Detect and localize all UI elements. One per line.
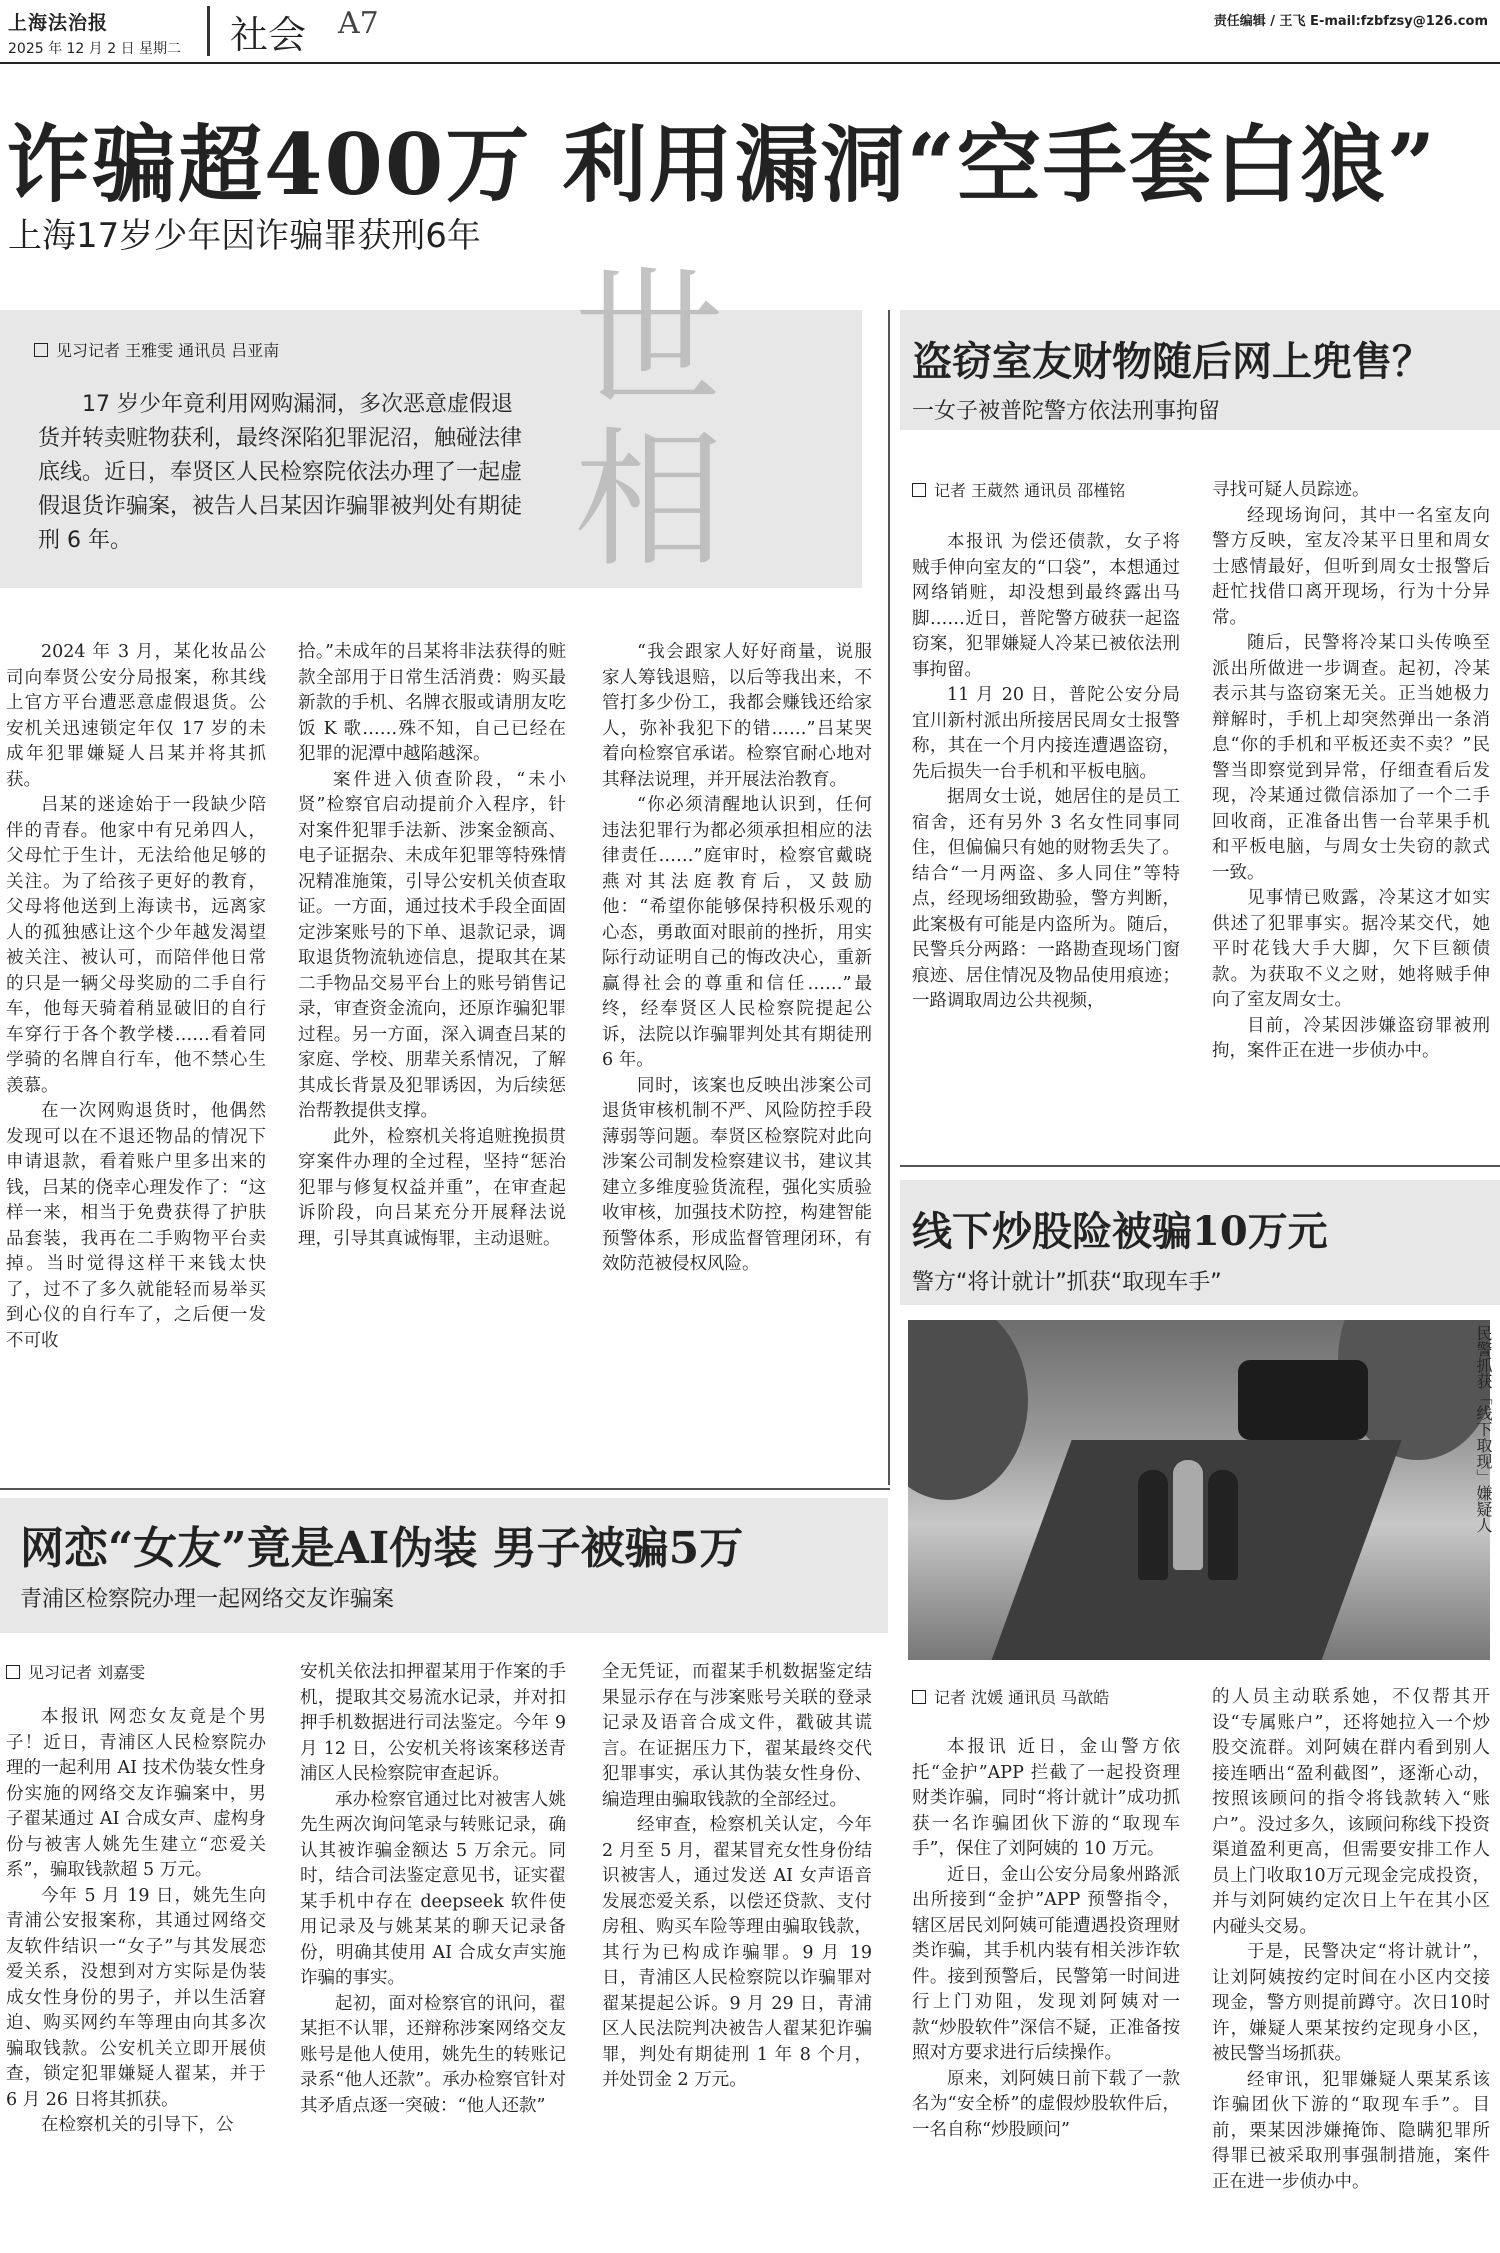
editor-line: 责任编辑 / 王飞 E-mail:fzbfzsy@126.com	[1213, 14, 1488, 29]
paragraph: 的人员主动联系她，不仅帮其开设“专属账户”，还将她拉入一个炒股交流群。刘阿姨在群内看到别人接连晒出“盈利截图”，逐渐心动，按照该顾问的指令将钱款转入“账户”。没过多久，该顾问称线下投资渠道盈利更高，但需要安排工作人员上门收取10万元现金完成投资，并与刘阿姨约定次日上午在其小区内碰头交易。	[1212, 1687, 1490, 1937]
section-watermark: 世相	[548, 260, 722, 580]
paragraph: 案件进入侦查阶段，“未小贤”检察官启动提前介入程序，针对案件犯罪手法新、涉案金额高、电子证据杂、未成年犯罪等特殊情况精准施策，引导公安机关侦查取证。一方面，通过技术手段全面固定涉案账号的下单、退款记录，调取退货物流轨迹信息，提取其在某二手物品交易平台上的账号销售记录，审查资金流向，还原诈骗犯罪过程。另一方面，深入调查吕某的家庭、学校、朋辈关系情况，了解其成长背景及犯罪诱因，为后续惩治帮教提供支撑。	[298, 769, 566, 1121]
story2-headline: 盗窃室友财物随后网上兜售？	[912, 338, 1432, 385]
masthead	[0, 0, 1500, 64]
main-column-2	[298, 640, 566, 1252]
paragraph: 承办检察官通过比对被害人姚先生两次询问笔录与转账记录，确认其被诈骗金额达 5 万余元。同时，结合司法鉴定意见书，证实翟某手机中存在 deepseek 软件使用记录及与姚某某的聊天记录备份，明确其使用 AI 合成女声实施诈骗的事实。	[300, 1789, 566, 1988]
header-divider	[207, 6, 210, 56]
story4-subheadline: 青浦区检察院办理一起网络交友诈骗案	[20, 1587, 395, 1612]
issue-date: 2025 年 12 月 2 日 星期二	[8, 41, 182, 57]
photo-person	[1208, 1470, 1238, 1580]
story3-column-1	[912, 1735, 1180, 2143]
story3-byline	[912, 1685, 1109, 1708]
paragraph: 2024 年 3 月，某化妆品公司向奉贤公安分局报案，称其线上官方平台遭恶意虚假退货。公安机关迅速锁定年仅 17 岁的未成年犯罪嫌疑人吕某并将其抓获。	[6, 642, 266, 790]
paragraph: 本报讯 近日，金山警方依托“金护”APP 拦截了一起投资理财类诈骗，同时“将计就计”成功抓获一名诈骗团伙下游的“取现车手”，保住了刘阿姨的 10 万元。	[912, 1737, 1180, 1859]
paragraph: 经审讯，犯罪嫌疑人栗某系该诈骗团伙下游的“取现车手”。目前，栗某因涉嫌掩饰、隐瞒犯罪所得罪已被采取刑事强制措施，案件正在进一步侦办中。	[1212, 2069, 1490, 2192]
story-divider	[0, 1488, 890, 1490]
paragraph: 全无凭证，而翟某手机数据鉴定结果显示存在与涉案账号关联的登录记录及语音合成文件，戳破其谎言。在证据压力下，翟某最终交代犯罪事实，承认其伪装女性身份、编造理由骗取钱款的全部经过。	[602, 1662, 872, 1810]
paragraph: 在检察机关的引导下，公	[41, 2115, 234, 2135]
page-number: A7	[338, 6, 379, 41]
paragraph: 目前，冷某因涉嫌盗窃罪被刑拘，案件正在进一步侦办中。	[1212, 1015, 1490, 1061]
byline-box-icon	[912, 1690, 926, 1704]
story2-column-2	[1212, 478, 1490, 1065]
main-byline	[34, 338, 279, 361]
main-column-3	[602, 640, 872, 1278]
paragraph: 拾。”未成年的吕某将非法获得的赃款全部用于日常生活消费：购买最新款的手机、名牌衣服或请朋友吃饭 K 歌……殊不知，自己已经在犯罪的泥潭中越陷越深。	[298, 642, 566, 764]
story-divider	[900, 1165, 1500, 1167]
story4-headline: 网恋“女友”竟是AI伪装 男子被骗5万	[20, 1523, 744, 1574]
news-photo	[908, 1320, 1490, 1660]
main-byline-text: 见习记者 王雅雯 通讯员 吕亚南	[56, 341, 280, 360]
paragraph: 今年 5 月 19 日，姚先生向青浦公安报案称，其通过网络交友软件结识一“女子”与其发展恋爱关系，没想到对方实际是伪装成女性身份的男子，并以生活窘迫、购买网约车等理由向其多次骗取钱款。公安机关立即开展侦查，锁定犯罪嫌疑人翟某，并于 6 月 26 日将其抓获。	[6, 1885, 266, 2110]
paragraph: “你必须清醒地认识到，任何违法犯罪行为都必须承担相应的法律责任……”庭审时，检察官戴晓燕对其法庭教育后，又鼓励他：“希望你能够保持积极乐观的心态，勇敢面对眼前的挫折，用实际行动证明自己的悔改决心，重新赢得社会的尊重和信任……”最终，经奉贤区人民检察院提起公诉，法院以诈骗罪判处其有期徒刑 6 年。	[602, 795, 872, 1070]
paragraph: 寻找可疑人员踪迹。	[1212, 480, 1370, 500]
section-name: 社会	[230, 13, 307, 57]
column-divider	[888, 310, 890, 1485]
paragraph: 见事情已败露，冷某这才如实供述了犯罪事实。据冷某交代，她平时花钱大手大脚，欠下巨额债款。为获取不义之财，她将贼手伸向了室友周女士。	[1212, 888, 1490, 1010]
paragraph: 安机关依法扣押翟某用于作案的手机，提取其交易流水记录，并对扣押手机数据进行司法鉴定。今年 9 月 12 日，公安机关将该案移送青浦区人民检察院审查起诉。	[300, 1662, 566, 1784]
paragraph: 起初，面对检察官的讯问，翟某拒不认罪，还辩称涉案网络交友账号是他人使用，姚先生的转账记录系“他人还款”。承办检察官针对其矛盾点逐一突破：“他人还款”	[300, 1993, 566, 2116]
paragraph: 近日，金山公安分局象州路派出所接到“金护”APP 预警指令，辖区居民刘阿姨可能遭遇投资理财类诈骗，其手机内装有相关涉诈软件。接到预警后，民警第一时间进行上门劝阻，发现刘阿姨对一款“炒股软件”深信不疑，正准备按照对方要求进行后续操作。	[912, 1864, 1180, 2063]
byline-box-icon	[34, 343, 48, 357]
photo-car	[1238, 1360, 1368, 1440]
main-column-1	[6, 640, 266, 1354]
paragraph: 据周女士说，她居住的是员工宿舍，还有另外 3 名女性同事同住，但偏偏只有她的财物丢失了。结合“一月两盗、多人同住”等特点，经现场细致勘验，警方判断，此案极有可能是内盗所为。随后，民警兵分两路：一路勘查现场门窗痕迹、居住情况及物品使用痕迹；一路调取周边公共视频，	[912, 787, 1180, 1011]
paragraph: 于是，民警决定“将计就计”，让刘阿姨按约定时间在小区内交接现金，警方则提前蹲守。次日10时许，嫌疑人栗某按约定现身小区，被民警当场抓获。	[1212, 1942, 1490, 2064]
paragraph: 此外，检察机关将追赃挽损贯穿案件办理的全过程，坚持“惩治犯罪与修复权益并重”，在审查起诉阶段，向吕某充分开展释法说理，引导其真诚悔罪，主动退赃。	[298, 1126, 566, 1249]
paragraph: 吕某的迷途始于一段缺少陪伴的青春。他家中有兄弟四人，父母忙于生计，无法给他足够的关注。为了给孩子更好的教育，父母将他送到上海读书，远离家人的孤独感让这个少年越发渴望被关注、被认可，而陪伴他日常的只是一辆父母奖励的二手自行车，他每天骑着稍显破旧的自行车穿行于各个教学楼……看着同学骑的名牌自行车，他不禁心生羡慕。	[6, 795, 266, 1096]
story2-column-1	[912, 530, 1180, 1015]
photo-person	[1138, 1470, 1168, 1580]
story4-column-2	[300, 1660, 566, 2119]
paragraph: 随后，民警将冷某口头传唤至派出所做进一步调查。起初，冷某表示其与盗窃案无关。正当她极力辩解时，手机上却突然弹出一条消息“你的手机和平板还卖不卖？”民警当即察觉到异常，仔细查看后发现，冷某通过微信添加了一个二手回收商，正准备出售一台苹果手机和平板电脑，与周女士失窃的款式一致。	[1212, 633, 1490, 883]
paragraph: 11 月 20 日，普陀公安分局宜川新村派出所接居民周女士报警称，其在一个月内接连遭遇盗窃，先后损失一台手机和平板电脑。	[912, 685, 1180, 782]
paragraph: 经现场询问，其中一名室友向警方反映，室友冷某平日里和周女士感情最好，但听到周女士报警后赶忙找借口离开现场，行为十分异常。	[1212, 505, 1490, 628]
paragraph: 本报讯 网恋女友竟是个男子！近日，青浦区人民检察院办理的一起利用 AI 技术伪装女性身份实施的网络交友诈骗案中，男子翟某通过 AI 合成女声、虚构身份与被害人姚先生建立“恋爱关系”，骗取钱款超 5 万元。	[6, 1707, 266, 1880]
header-rule	[0, 62, 1500, 64]
story3-byline-text: 记者 沈媛 通讯员 马歆皓	[934, 1688, 1110, 1707]
story3-subheadline: 警方“将计就计”抓获“取现车手”	[912, 1270, 1222, 1295]
main-headline: 诈骗超400万 利用漏洞“空手套白狼”	[6, 115, 1438, 214]
story3-headline: 线下炒股险被骗10万元	[912, 1208, 1328, 1255]
paragraph: 在一次网购退货时，他偶然发现可以在不退还物品的情况下申请退款，看着账户里多出来的钱，吕某的侥幸心理发作了：“这样一来，相当于免费获得了护肤品套装，我再在二手购物平台卖掉。当时觉得这样干来钱太快了，过不了多久就能轻而易举买到心仪的自行车了，之后便一发不可收	[6, 1101, 266, 1351]
story3-column-2	[1212, 1685, 1490, 2195]
photo-person	[1173, 1460, 1203, 1570]
story4-byline-text: 见习记者 刘嘉雯	[28, 1663, 146, 1682]
photo-caption: 民警抓获「线下取现」嫌疑人	[1474, 1325, 1493, 1533]
story4-column-1	[6, 1705, 266, 2139]
main-lead: 17 岁少年竟利用网购漏洞，多次恶意虚假退货并转卖赃物获利，最终深陷犯罪泥沼，触碰法律底线。近日，奉贤区人民检察院依法办理了一起虚假退货诈骗案，被告人吕某因诈骗罪被判处有期徒刑 6 年。	[38, 392, 523, 553]
story2-byline-text: 记者 王葳然 通讯员 邵槿铭	[934, 481, 1126, 500]
byline-box-icon	[6, 1665, 20, 1679]
photo-tree	[908, 1320, 1028, 1500]
story4-byline	[6, 1660, 145, 1683]
paragraph: “我会跟家人好好商量，说服家人筹钱退赔，以后等我出来，不管打多少份工，我都会赚钱还给家人，弥补我犯下的错……”吕某哭着向检察官承诺。检察官耐心地对其释法说理，并开展法治教育。	[602, 642, 872, 790]
story2-byline	[912, 478, 1125, 501]
newspaper-name: 上海法治报	[8, 12, 109, 34]
paragraph: 原来，刘阿姨日前下载了一款名为“安全桥”的虚假炒股软件后，一名自称“炒股顾问”	[912, 2068, 1180, 2140]
main-subheadline: 上海17岁少年因诈骗罪获刑6年	[8, 216, 481, 256]
story2-subheadline: 一女子被普陀警方依法刑事拘留	[912, 399, 1221, 424]
paragraph: 经审查，检察机关认定，今年 2 月至 5 月，翟某冒充女性身份结识被害人，通过发送 AI 女声语音发展恋爱关系，以偿还贷款、支付房租、购买车险等理由骗取钱款，其行为已构成诈骗罪。9 月 19 日，青浦区人民检察院以诈骗罪对翟某提起公诉。9 月 29 日，青浦区人民法院判决被告人翟某犯诈骗罪，判处有期徒刑 1 年 8 个月，并处罚金 2 万元。	[602, 1815, 872, 2090]
byline-box-icon	[912, 483, 926, 497]
paragraph: 本报讯 为偿还债款，女子将贼手伸向室友的“口袋”，本想通过网络销赃，却没想到最终露出马脚……近日，普陀警方破获一起盗窃案，犯罪嫌疑人冷某已被依法刑事拘留。	[912, 532, 1180, 680]
story4-column-3	[602, 1660, 872, 2094]
paragraph: 同时，该案也反映出涉案公司退货审核机制不严、风险防控手段薄弱等问题。奉贤区检察院对此向涉案公司制发检察建议书，建议其建立多维度验货流程，强化实质验收审核，加强技术防控，构建智能预警体系，形成监督管理闭环，有效防范被侵权风险。	[602, 1075, 872, 1274]
